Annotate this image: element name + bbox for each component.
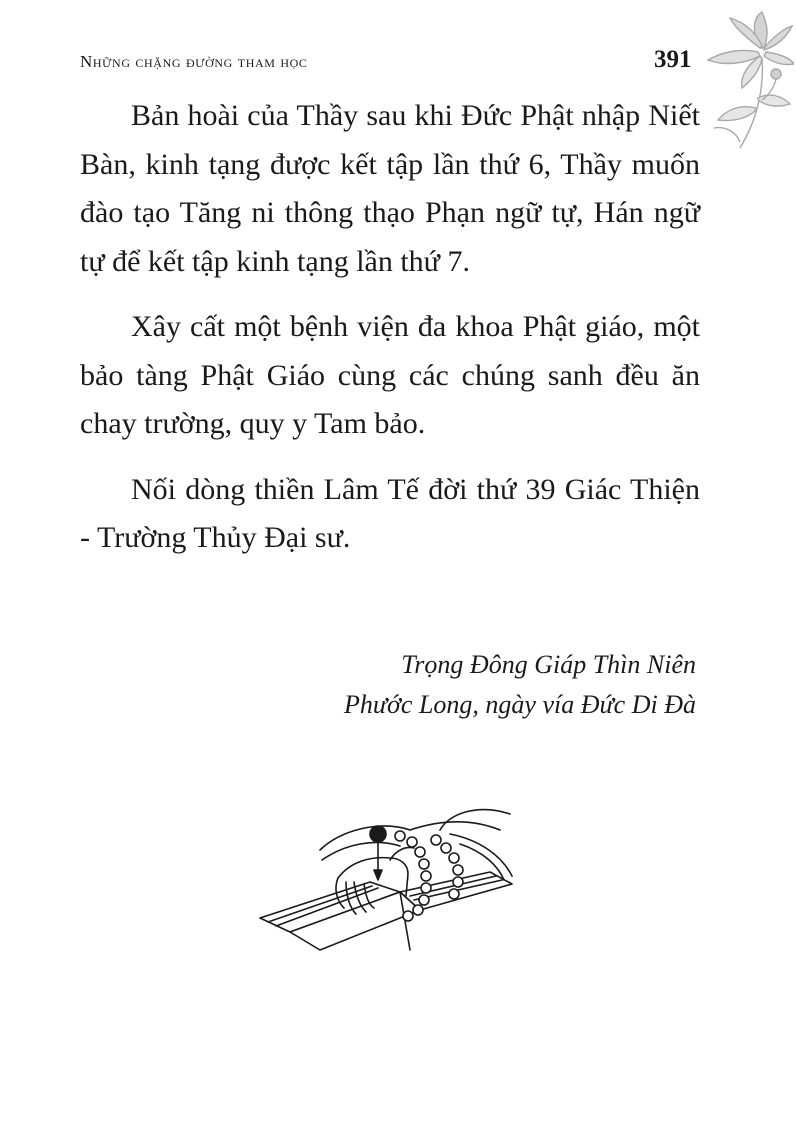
page-number: 391 <box>654 46 692 73</box>
paragraph: Bản hoài của Thầy sau khi Đức Phật nhập Niết Bàn, kinh tạng được kết tập lần thứ 6, Thầy muốn đào tạo Tăng ni thông thạo Phạn ngữ tự, Hán ngữ tự để kết tập kinh tạng lần thứ 7. <box>80 99 700 278</box>
running-header: Những chặng đường tham học <box>80 52 308 71</box>
signature-block <box>200 645 696 725</box>
paragraph: Xây cất một bệnh viện đa khoa Phật giáo, một bảo tàng Phật Giáo cùng các chúng sanh đều ăn chay trường, quy y Tam bảo. <box>80 310 700 440</box>
signature-place-line: Phước Long, ngày vía Đức Di Đà <box>343 690 696 719</box>
hand-on-book-illustration <box>250 800 530 960</box>
lotus-flower-icon <box>700 8 794 158</box>
signature-date-line: Trọng Đông Giáp Thìn Niên <box>401 650 696 679</box>
paragraph: Nối dòng thiền Lâm Tế đời thứ 39 Giác Thiện - Trường Thủy Đại sư. <box>80 472 700 554</box>
body-text <box>80 92 700 580</box>
